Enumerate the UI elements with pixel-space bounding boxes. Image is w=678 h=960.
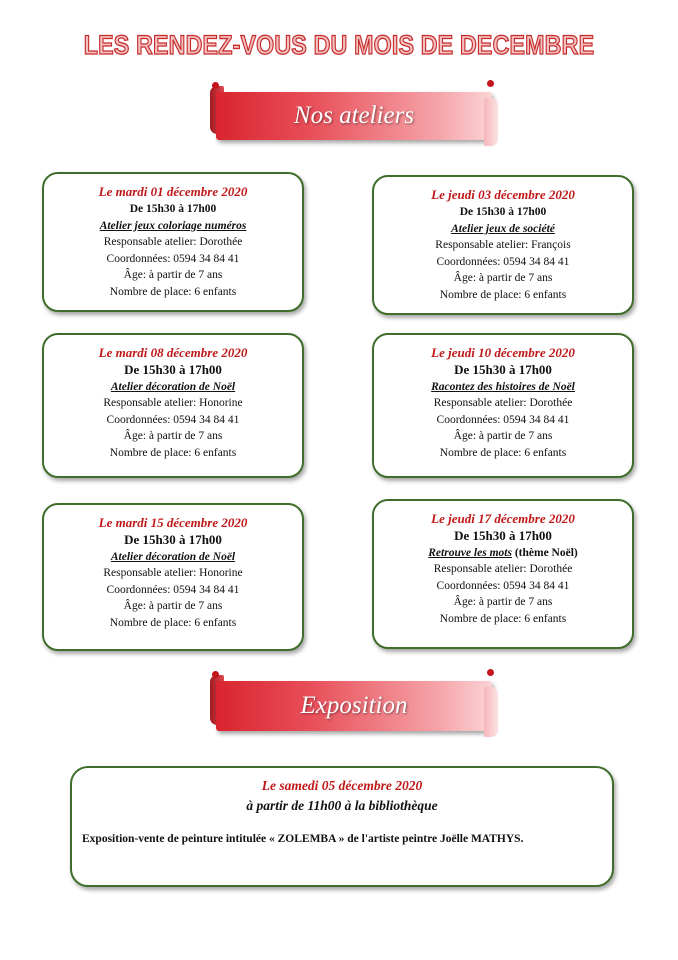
atelier-card — [42, 172, 304, 312]
atelier-time: De 15h30 à 17h00 — [129, 203, 217, 215]
atelier-name-line — [374, 545, 632, 562]
atelier-date: Le mardi 15 décembre 2020 — [98, 515, 248, 530]
atelier-age: Âge: à partir de 7 ans — [453, 272, 553, 284]
banner-dot — [212, 671, 219, 678]
atelier-responsable: Responsable atelier: Honorine — [103, 397, 243, 409]
atelier-age: Âge: à partir de 7 ans — [453, 596, 553, 608]
atelier-card — [42, 333, 304, 478]
atelier-responsable: Responsable atelier: Dorothée — [433, 563, 573, 575]
atelier-age: Âge: à partir de 7 ans — [123, 269, 223, 281]
atelier-responsable: Responsable atelier: Honorine — [103, 567, 243, 579]
exposition-description: Exposition-vente de peinture intitulée « ZOLEMBA » de l'artiste peintre Joëlle MATHYS. — [82, 833, 524, 845]
atelier-places: Nombre de place: 6 enfants — [439, 612, 567, 625]
banner-dot — [212, 82, 219, 89]
atelier-name: Atelier décoration de Noël — [110, 550, 236, 563]
atelier-card — [42, 503, 304, 651]
atelier-places: Nombre de place: 6 enfants — [109, 616, 237, 629]
ateliers-heading: Nos ateliers — [293, 102, 415, 129]
atelier-responsable: Responsable atelier: Dorothée — [103, 236, 243, 248]
atelier-time: De 15h30 à 17h00 — [454, 528, 552, 543]
atelier-name: Atelier jeux de société — [451, 222, 555, 235]
atelier-age: Âge: à partir de 7 ans — [453, 430, 553, 442]
atelier-name: Retrouve les mots — [428, 546, 512, 559]
exposition-card — [70, 766, 614, 887]
atelier-date: Le jeudi 10 décembre 2020 — [431, 345, 575, 360]
atelier-name: Atelier décoration de Noël — [110, 380, 236, 393]
exposition-date: Le samedi 05 décembre 2020 — [261, 778, 423, 793]
atelier-coordonnees: Coordonnées: 0594 34 84 41 — [436, 255, 570, 268]
atelier-coordonnees: Coordonnées: 0594 34 84 41 — [436, 579, 570, 592]
banner-dot — [487, 80, 494, 87]
atelier-date: Le mardi 01 décembre 2020 — [98, 184, 248, 199]
atelier-coordonnees: Coordonnées: 0594 34 84 41 — [106, 252, 240, 265]
atelier-places: Nombre de place: 6 enfants — [109, 285, 237, 298]
atelier-card — [372, 333, 634, 478]
atelier-responsable: Responsable atelier: Dorothée — [433, 397, 573, 409]
atelier-coordonnees: Coordonnées: 0594 34 84 41 — [106, 583, 240, 596]
atelier-places: Nombre de place: 6 enfants — [439, 288, 567, 301]
atelier-responsable: Responsable atelier: François — [435, 239, 571, 251]
atelier-card — [372, 175, 634, 315]
atelier-places: Nombre de place: 6 enfants — [439, 446, 567, 459]
atelier-card — [372, 499, 634, 649]
atelier-date: Le jeudi 03 décembre 2020 — [431, 187, 575, 202]
exposition-heading: Exposition — [300, 692, 408, 719]
banner-dot — [487, 669, 494, 676]
atelier-places: Nombre de place: 6 enfants — [109, 446, 237, 459]
ateliers-banner — [216, 92, 492, 140]
atelier-time: De 15h30 à 17h00 — [459, 206, 547, 218]
exposition-when: à partir de 11h00 à la bibliothèque — [246, 798, 438, 813]
atelier-time: De 15h30 à 17h00 — [124, 362, 222, 377]
atelier-age: Âge: à partir de 7 ans — [123, 600, 223, 612]
atelier-date: Le mardi 08 décembre 2020 — [98, 345, 248, 360]
atelier-time: De 15h30 à 17h00 — [124, 532, 222, 547]
page-title: LES RENDEZ-VOUS DU MOIS DE DECEMBRE — [83, 30, 595, 60]
atelier-coordonnees: Coordonnées: 0594 34 84 41 — [436, 413, 570, 426]
atelier-coordonnees: Coordonnées: 0594 34 84 41 — [106, 413, 240, 426]
exposition-banner — [216, 681, 492, 731]
atelier-name: Racontez des histoires de Noël — [431, 380, 575, 393]
atelier-name: Atelier jeux coloriage numéros — [99, 219, 247, 232]
atelier-age: Âge: à partir de 7 ans — [123, 430, 223, 442]
atelier-name-extra: (thème Noël) — [511, 546, 578, 559]
atelier-time: De 15h30 à 17h00 — [454, 362, 552, 377]
atelier-date: Le jeudi 17 décembre 2020 — [431, 511, 575, 526]
